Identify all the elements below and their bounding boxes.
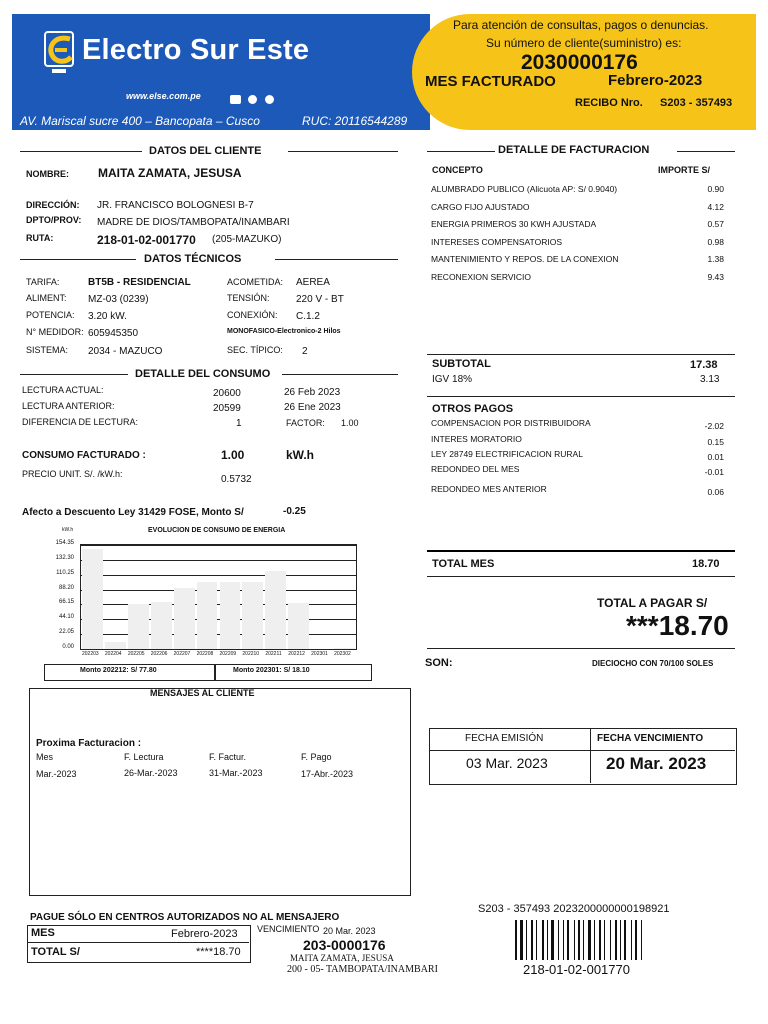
barcode-bar <box>610 920 611 960</box>
next-col-month: Mes <box>36 752 54 762</box>
client-address: JR. FRANCISCO BOLOGNESI B-7 <box>97 200 254 211</box>
next-col-payment: F. Pago <box>301 752 332 762</box>
client-route: 218-01-02-001770 <box>97 233 196 247</box>
chart-x-tick: 202211 <box>265 651 282 657</box>
logo-icon <box>44 31 78 75</box>
client-number: 2030000176 <box>521 51 638 74</box>
payment-warning: PAGUE SÓLO EN CENTROS AUTORIZADOS NO AL MENSAJERO <box>30 912 340 923</box>
sector-label: SEC. TÍPICO: <box>227 345 283 355</box>
chart-y-tick: 66.15 <box>58 599 74 606</box>
barcode-bar <box>574 920 575 960</box>
phase-type: MONOFASICO-Electronico-2 Hilos <box>227 328 341 335</box>
emission-date: 03 Mar. 2023 <box>466 755 548 771</box>
other-payment-value: 0.15 <box>707 437 724 447</box>
barcode-bar <box>542 920 544 960</box>
next-month: Mar.-2023 <box>36 769 77 779</box>
barcode-bar <box>536 920 537 960</box>
technical-section-title: DATOS TÉCNICOS <box>144 253 242 265</box>
social-icons <box>230 91 274 109</box>
potencia-label: POTENCIA: <box>26 310 75 320</box>
sector: 2 <box>302 346 308 357</box>
medidor: 605945350 <box>88 328 139 339</box>
actual-reading-date: 26 Feb 2023 <box>284 387 341 398</box>
factor-value: 1.00 <box>341 418 359 428</box>
son-label: SON: <box>425 657 453 669</box>
billing-item-label: RECONEXION SERVICIO <box>431 271 531 282</box>
fose-value: -0.25 <box>283 506 306 517</box>
barcode-bar <box>551 920 554 960</box>
acometida: AEREA <box>296 277 330 288</box>
next-billing-title: Proxima Facturacion : <box>36 738 142 749</box>
barcode-bar <box>620 920 621 960</box>
chart-footer-left: Monto 202212: S/ 77.80 <box>80 667 157 674</box>
next-reading-date: 26-Mar.-2023 <box>124 768 178 778</box>
messages-title: MENSAJES AL CLIENTE <box>150 688 255 698</box>
route-label: RUTA: <box>26 233 54 243</box>
stub-client-name: MAITA ZAMATA, JESUSA <box>290 953 394 963</box>
other-payment-value: -0.01 <box>704 467 724 477</box>
twitter-icon[interactable] <box>265 95 274 104</box>
stub-location: 200 - 05- TAMBOPATA/INAMBARI <box>287 964 438 975</box>
barcode-bottom-text: 218-01-02-001770 <box>523 962 630 977</box>
barcode-bar <box>594 920 595 960</box>
barcode-bar <box>558 920 559 960</box>
previous-reading: 20599 <box>213 403 241 414</box>
emission-label: FECHA EMISIÓN <box>465 733 544 744</box>
billing-item-value: 1.38 <box>707 254 724 264</box>
consumption-chart <box>80 544 357 650</box>
client-name: MAITA ZAMATA, JESUSA <box>98 166 242 180</box>
dept-label: DPTO/PROV: <box>26 215 82 225</box>
chart-bar <box>128 604 149 649</box>
stub-due: 20 Mar. 2023 <box>323 926 376 936</box>
billed-month: Febrero-2023 <box>608 72 703 89</box>
barcode-bar <box>641 920 642 960</box>
chart-gridline <box>81 604 356 605</box>
difference-value: 1 <box>236 418 242 429</box>
barcode-bar <box>515 920 517 960</box>
sistema-label: SISTEMA: <box>26 345 69 355</box>
billed-consumption: 1.00 <box>221 448 245 462</box>
billing-item-value: 0.57 <box>707 219 724 229</box>
due-date: 20 Mar. 2023 <box>606 754 707 773</box>
attention-line-1: Para atención de consultas, pagos o denuncias. <box>453 18 709 32</box>
subtotal-label: SUBTOTAL <box>432 358 491 370</box>
billing-item-label: ALUMBRADO PUBLICO (Alicuota AP: S/ 0.9040) <box>431 184 618 194</box>
conexion-label: CONEXIÓN: <box>227 310 278 320</box>
chart-title: EVOLUCION DE CONSUMO DE ENERGIA <box>148 527 286 534</box>
name-label: NOMBRE: <box>26 169 69 179</box>
stub-month: Febrero-2023 <box>171 928 238 940</box>
chart-bar <box>197 582 218 649</box>
barcode-top-text: S203 - 357493 2023200000000198921 <box>478 903 670 915</box>
brand-name: Electro Sur Este <box>82 34 310 66</box>
chart-x-tick: 202203 <box>82 651 99 657</box>
other-payment-label: COMPENSACION POR DISTRIBUIDORA <box>431 418 591 428</box>
company-address: AV. Mariscal sucre 400 – Bancopata – Cusco <box>20 114 260 128</box>
barcode-bar <box>588 920 591 960</box>
next-payment-date: 17-Abr.-2023 <box>301 769 354 779</box>
concept-header: CONCEPTO <box>432 165 483 175</box>
acometida-label: ACOMETIDA: <box>227 277 284 287</box>
chart-gridline <box>81 560 356 561</box>
chart-y-tick: 110.25 <box>56 569 74 576</box>
barcode-bar <box>599 920 601 960</box>
facebook-icon[interactable] <box>248 95 257 104</box>
potencia: 3.20 kW. <box>88 311 127 322</box>
total-pay: ***18.70 <box>626 610 729 641</box>
conexion: C.1.2 <box>296 311 320 322</box>
chart-bar <box>82 549 103 649</box>
chart-bar <box>174 588 195 649</box>
due-label: FECHA VENCIMIENTO <box>597 733 704 744</box>
billing-item-value: 4.12 <box>707 201 724 212</box>
chart-x-tick: 202301 <box>311 651 328 657</box>
stub-client-number: 203-0000176 <box>303 937 386 953</box>
billing-section-title: DETALLE DE FACTURACION <box>498 144 650 156</box>
tension: 220 V - BT <box>296 294 344 305</box>
chart-y-tick: 44.10 <box>58 614 74 621</box>
youtube-icon[interactable] <box>230 95 241 104</box>
barcode-bar <box>520 920 523 960</box>
tarifa-label: TARIFA: <box>26 277 60 287</box>
chart-x-tick: 202209 <box>219 651 237 657</box>
chart-gridline <box>81 590 356 591</box>
stub-due-label: VENCIMIENTO <box>257 924 320 934</box>
unit-price-label: PRECIO UNIT. S/. /kW.h: <box>22 469 123 479</box>
chart-bar <box>288 603 309 649</box>
next-billing-date: 31-Mar.-2023 <box>209 768 263 778</box>
other-payment-value: 0.06 <box>707 487 724 497</box>
amount-header: IMPORTE S/ <box>658 165 711 175</box>
chart-gridline <box>81 619 356 620</box>
factor-label: FACTOR: <box>286 418 325 428</box>
billing-item-value: 0.98 <box>707 236 724 247</box>
igv: 3.13 <box>700 374 720 385</box>
chart-ylabel: kW.h <box>62 527 74 533</box>
chart-bar <box>151 602 172 649</box>
chart-bar <box>265 571 286 649</box>
barcode-bar <box>547 920 548 960</box>
route-note: (205-MAZUKO) <box>212 234 282 245</box>
barcode-bar <box>578 920 580 960</box>
tension-label: TENSIÓN: <box>227 293 270 303</box>
total-month: 18.70 <box>692 558 720 570</box>
chart-x-tick: 202212 <box>288 651 305 657</box>
website: www.else.com.pe <box>126 91 201 101</box>
billed-month-label: MES FACTURADO <box>425 73 556 90</box>
sistema: 2034 - MAZUCO <box>88 346 163 357</box>
chart-y-tick: 22.05 <box>58 629 74 636</box>
consumption-section-title: DETALLE DEL CONSUMO <box>135 368 271 380</box>
chart-gridline <box>81 575 356 576</box>
attention-line-2: Su número de cliente(suministro) es: <box>486 36 682 50</box>
chart-bar <box>242 582 263 649</box>
billing-item-label: CARGO FIJO AJUSTADO <box>431 201 530 212</box>
client-dept: MADRE DE DIOS/TAMBOPATA/INAMBARI <box>97 217 290 228</box>
other-payment-label: LEY 28749 ELECTRIFICACION RURAL <box>431 449 583 459</box>
barcode-bar <box>624 920 626 960</box>
chart-footer-right: Monto 202301: S/ 18.10 <box>233 667 310 674</box>
actual-reading: 20600 <box>213 388 241 399</box>
stub-total-label: TOTAL S/ <box>31 946 80 958</box>
other-payments-title: OTROS PAGOS <box>432 403 514 415</box>
billing-item-value: 9.43 <box>707 271 724 282</box>
messages-box <box>29 688 411 896</box>
barcode-bar <box>526 920 527 960</box>
chart-gridline <box>81 634 356 635</box>
barcode-bar <box>563 920 564 960</box>
chart-y-tick: 132.30 <box>55 554 74 561</box>
billing-item-label: MANTENIMIENTO Y REPOS. DE LA CONEXION <box>431 254 619 264</box>
billing-item-label: ENERGIA PRIMEROS 30 KWH AJUSTADA <box>431 219 597 229</box>
address-label: DIRECCIÓN: <box>26 200 80 210</box>
barcode-bar <box>631 920 632 960</box>
chart-x-tick: 202205 <box>127 651 145 657</box>
previous-reading-label: LECTURA ANTERIOR: <box>22 401 115 411</box>
aliment: MZ-03 (0239) <box>88 294 149 305</box>
igv-label: IGV 18% <box>432 374 473 385</box>
son-text: DIECIOCHO CON 70/100 SOLES <box>592 659 714 668</box>
barcode-bar <box>615 920 617 960</box>
unit-price: 0.5732 <box>221 474 252 485</box>
barcode-bar <box>583 920 584 960</box>
chart-x-tick: 202210 <box>242 651 260 657</box>
chart-bar <box>334 648 355 649</box>
barcode-bar <box>567 920 569 960</box>
barcode-bar <box>635 920 637 960</box>
total-month-label: TOTAL MES <box>432 558 495 570</box>
chart-x-tick: 202206 <box>150 651 168 657</box>
chart-gridline <box>81 545 356 546</box>
aliment-label: ALIMENT: <box>26 293 67 303</box>
medidor-label: N° MEDIDOR: <box>26 327 84 337</box>
billed-consumption-label: CONSUMO FACTURADO : <box>22 450 146 461</box>
receipt-number: S203 - 357493 <box>660 97 733 109</box>
barcode-bar <box>604 920 605 960</box>
stub-month-label: MES <box>31 927 55 939</box>
actual-reading-label: LECTURA ACTUAL: <box>22 385 104 395</box>
other-payment-value: -2.02 <box>704 421 724 431</box>
chart-x-tick: 202204 <box>104 651 122 657</box>
billing-item-value: 0.90 <box>707 184 724 194</box>
other-payment-label: INTERES MORATORIO <box>431 434 522 444</box>
chart-y-tick: 154.35 <box>55 540 74 546</box>
previous-reading-date: 26 Ene 2023 <box>284 402 341 413</box>
receipt-label: RECIBO Nro. <box>575 97 643 109</box>
subtotal: 17.38 <box>690 359 718 371</box>
billed-consumption-unit: kW.h <box>286 448 315 462</box>
chart-x-tick: 202208 <box>196 651 214 657</box>
chart-y-tick: 88.20 <box>58 584 74 591</box>
other-payment-label: REDONDEO MES ANTERIOR <box>431 484 547 494</box>
total-pay-label: TOTAL A PAGAR S/ <box>597 596 708 610</box>
stub-total: ****18.70 <box>196 946 241 958</box>
other-payment-value: 0.01 <box>707 452 724 462</box>
client-section-title: DATOS DEL CLIENTE <box>149 145 262 157</box>
fose-label: Afecto a Descuento Ley 31429 FOSE, Monto S/ <box>22 507 244 518</box>
chart-y-tick: 0.00 <box>62 644 74 650</box>
tarifa: BT5B - RESIDENCIAL <box>88 277 191 288</box>
next-col-billing: F. Factur. <box>209 752 247 762</box>
next-col-reading: F. Lectura <box>124 752 164 762</box>
chart-x-tick: 202207 <box>173 651 191 657</box>
barcode-bar <box>531 920 533 960</box>
company-ruc: RUC: 20116544289 <box>302 114 408 128</box>
chart-bar <box>220 582 241 649</box>
other-payment-label: REDONDEO DEL MES <box>431 464 520 474</box>
chart-bar <box>105 642 126 649</box>
billing-item-label: INTERESES COMPENSATORIOS <box>431 236 562 247</box>
chart-x-tick: 202302 <box>334 651 351 657</box>
difference-label: DIFERENCIA DE LECTURA: <box>22 417 139 427</box>
